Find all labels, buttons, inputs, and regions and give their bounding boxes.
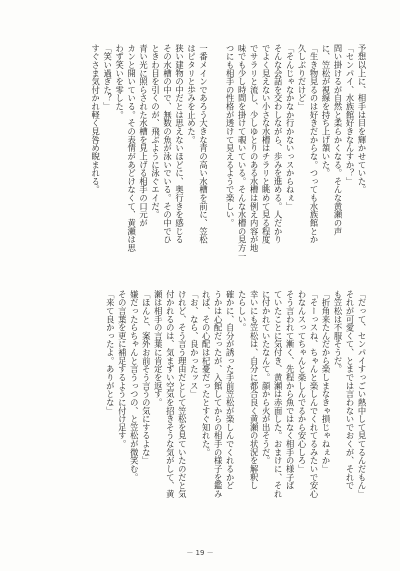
text-line: はピタリと歩みを止めた。 — [186, 44, 197, 144]
text-line: 「生き物見るのは好きだからな。つっても水族館とか — [309, 44, 320, 244]
text-line: わなんスってちゃんと楽しんでるから安心しろ」 — [297, 290, 308, 474]
text-line: カンと開いている。その表情があどけなくて、黄瀬は思 — [126, 44, 137, 252]
text-line: 「折角来たんだから楽しまなきゃ損じゃねぇか」 — [321, 290, 332, 474]
text-line: そう言われて漸く、先程から魚ではなく相手の様子ば — [285, 290, 296, 490]
text-line: 「ほんと、案外お前そう言うの気にするよな」 — [141, 290, 152, 465]
text-line: 「そーっスね、ちゃんと楽しんでくれてるみたいで安心 — [309, 290, 320, 498]
text-line: 「センパイ、水族館好きなんすか？」 — [345, 44, 356, 186]
text-line: すぐさま気付かれ軽く見咎め睨まれる。 — [90, 44, 101, 194]
text-line: 一番メインであろう大きな青の高い水槽を前に、笠松 — [198, 44, 209, 244]
text-line: 「来て良かったよ。ありがとな」 — [105, 290, 116, 415]
text-line: わず笑いを零した。 — [114, 44, 125, 119]
text-line: ときわ目を引くのが、飛ぶように泳ぐエイだ。 — [150, 44, 161, 219]
text-line: 予想以上に、相手は目を輝かせていた。 — [357, 44, 367, 194]
text-line: 瀬は相手の言葉に肯定を返す。 — [153, 290, 164, 407]
text-line: 幸いにも笠松は、自分に都合良く黄瀬の状況を解釈し — [249, 290, 260, 490]
text-line: も笠松は不服そうだ。 — [333, 290, 344, 374]
text-line: その言葉を更に補足するように付け足す。 — [117, 290, 128, 449]
text-line: うかは心配だったが、入館してからの相手の様子を鑑み — [213, 290, 224, 498]
text-line: 付かれるのは、気まずい空気を招きそうな気がして、黄 — [165, 290, 176, 498]
text-line: その水槽の中で、無数の魚が泳いでいる。その中でひ — [162, 44, 173, 244]
text-line: ていたことに気付き、黄瀬は赤面した。おまけに、それ — [273, 290, 284, 498]
text-line: 「そんじゃなかなか行かないっスからねぇ」 — [285, 44, 296, 211]
text-line: 「だって、センパイすっごい熱中して見てるんだもん」 — [357, 290, 367, 498]
text-line: に付かれていたなんて。顔から火が出そうだ。 — [261, 290, 272, 465]
text-line: 「笑い過ぎた？」 — [102, 44, 113, 111]
text-line: 確かに、自分が誘った手前笠松が楽しんでくれるかど — [225, 290, 236, 490]
text-line: 味でも少し時間を掛けて覗いている。そんな水槽の見方一 — [237, 44, 248, 261]
text-line: 問い掛けるが自然と柔らかくなる。そんな黄瀬の声 — [333, 44, 344, 236]
text-line: つにも相手の性格が透けて見えるようで楽しい。 — [225, 44, 236, 228]
text-line: 嫌だったらちゃんと言うっつの、と笠松が微笑む。 — [129, 290, 140, 482]
text-line: そんな会話を交わしながら、歩みを進める。人だかり — [273, 44, 284, 244]
text-line: けれど、そう言う理由だとして笠松を見ていたのだと気 — [177, 290, 188, 498]
text-line: 久しぶりだけど」 — [297, 44, 308, 111]
text-line: たらしい。 — [237, 290, 248, 332]
text-line: 狭い建物の中だとは思えないほどに、奥行きを感じる — [174, 44, 185, 244]
section-break — [211, 44, 222, 270]
text-line: 「お、なら、良かったッス」 — [189, 290, 200, 399]
text-line: それが可愛くて、とまでは言わないでおくが、それで — [345, 290, 356, 490]
text-line: でサラリと流し、少しゆとりのある水槽は例え内容が地 — [249, 44, 260, 252]
text-line: でよく見えない小さな水槽はチラリと眺めて見る程度 — [261, 44, 272, 244]
upper-text-block — [34, 44, 366, 270]
page-number: － 19 － — [186, 549, 214, 557]
text-line: に、笠松が視線を持ち上げ頷いた。 — [321, 44, 332, 178]
text-line: 青い光に照らされた水槽を見上げる相手の口元が — [138, 44, 149, 228]
text-line: れば、その心配は杞憂だったとすぐ知れた。 — [201, 290, 212, 457]
lower-text-block — [34, 290, 366, 516]
